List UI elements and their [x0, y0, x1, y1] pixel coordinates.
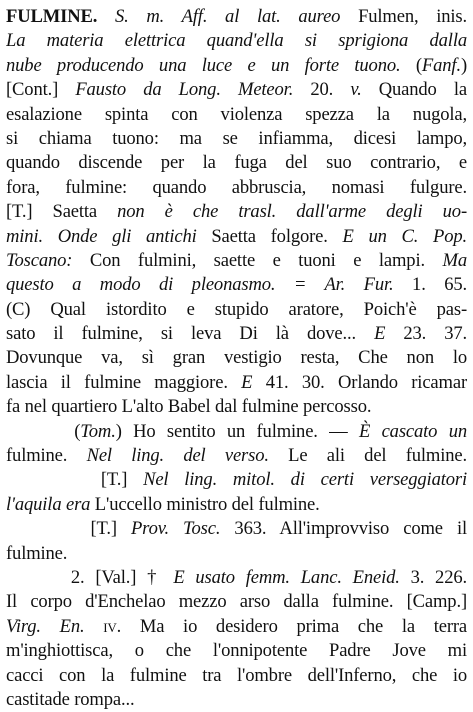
- entry-text-segment: Tom.: [80, 420, 116, 442]
- entry-text-segment: 23. 37.: [385, 323, 467, 345]
- entry-text-segment: S. m. Aff. al lat. aureo: [115, 6, 341, 27]
- entry-line: [6, 444, 467, 468]
- entry-line: [6, 322, 467, 346]
- entry-text-segment: (: [6, 420, 81, 442]
- entry-line: [6, 298, 467, 322]
- entry-text-segment: Fanf.: [421, 54, 461, 76]
- entry-line: [6, 78, 467, 102]
- entry-text-segment: fulmine.: [6, 445, 87, 467]
- entry-line: [6, 346, 467, 370]
- entry-text-segment: E usato femm. Lanc. Eneid.: [173, 566, 400, 588]
- entry-line: [6, 127, 467, 151]
- entry-text-segment: [T.]: [6, 518, 131, 540]
- entry-text-segment: [97, 6, 115, 27]
- entry-line: [6, 517, 467, 541]
- entry-text-segment: non è che trasl. dall'arme degli uo-: [117, 201, 467, 223]
- entry-text-segment: [Cont.]: [6, 79, 76, 101]
- entry-line: [6, 590, 467, 614]
- entry-line: [6, 639, 467, 663]
- entry-text-segment: Virg. En.: [6, 615, 85, 637]
- entry-text-segment: Fausto da Long. Meteor.: [75, 79, 294, 101]
- entry-line: [6, 5, 467, 29]
- entry-text-segment: ): [460, 54, 467, 76]
- entry-text-segment: Ma io desidero prima che la terra: [121, 615, 467, 637]
- entry-line: [6, 54, 467, 78]
- entry-text-segment: quando discende per la fuga del suo contrario, e: [6, 152, 467, 174]
- entry-text-segment: si chiama tuono: ma se infiamma, dicesi lampo,: [6, 127, 467, 149]
- dictionary-entry-fulmine: [6, 5, 467, 712]
- entry-text-segment: Nel ling. del verso.: [86, 445, 269, 467]
- entry-text-segment: Il corpo d'Enchelao mezzo arso dalla fulmine. [Camp.]: [6, 591, 467, 613]
- entry-text-segment: 363. All'improvviso come il: [220, 518, 467, 540]
- entry-text-segment: E un C. Pop.: [342, 225, 467, 247]
- entry-text-segment: castitade rompa...: [6, 688, 135, 710]
- entry-text-segment: Fulmen, inis.: [340, 6, 467, 27]
- entry-line: [6, 29, 467, 53]
- entry-text-segment: 2. [Val.] †: [6, 566, 174, 588]
- entry-line: [6, 273, 467, 297]
- entry-text-segment: L'uccello ministro del fulmine.: [90, 493, 320, 515]
- entry-text-segment: 1. 65.: [393, 274, 467, 296]
- entry-text-segment: fa nel quartiero L'alto Babel dal fulmine percosso.: [6, 396, 372, 418]
- entry-text-segment: Toscano:: [6, 249, 73, 271]
- entry-text-segment: E: [241, 371, 253, 393]
- entry-line: [6, 225, 467, 249]
- entry-text-segment: Saetta folgore.: [196, 225, 343, 247]
- entry-line: [6, 103, 467, 127]
- entry-text-segment: Dovunque va, sì gran vestigio resta, Che non lo: [6, 347, 467, 369]
- entry-text-segment: fulmine.: [6, 542, 68, 564]
- entry-text-segment: È cascato un: [358, 420, 467, 442]
- entry-text-segment: questo a modo di pleonasmo. = Ar. Fur.: [6, 274, 394, 296]
- entry-text-segment: mini. Onde gli antichi: [6, 225, 197, 247]
- entry-text-segment: Le ali del fulmine.: [268, 445, 467, 467]
- entry-line: [6, 151, 467, 175]
- entry-text-segment: Quando la: [361, 79, 467, 101]
- entry-text-segment: iv.: [103, 615, 122, 637]
- entry-text-segment: esalazione spinta con violenza spezza la nugola,: [6, 103, 467, 125]
- entry-text-segment: Ma: [442, 249, 467, 271]
- entry-text-segment: [T.]: [6, 469, 144, 491]
- entry-text-segment: Nel ling. mitol. di certi verseggiatori: [143, 469, 467, 491]
- entry-line: [6, 395, 467, 419]
- entry-line: [6, 468, 467, 492]
- entry-line: [6, 566, 467, 590]
- entry-line: [6, 688, 467, 712]
- entry-text-segment: sato il fulmine, si leva Di là dove...: [6, 323, 375, 345]
- headword: FULMINE.: [6, 6, 98, 27]
- entry-text-segment: 41. 30. Orlando ricamar: [252, 371, 467, 393]
- entry-text-segment: fora, fulmine: quando abbruscia, nomasi fulgure.: [6, 176, 467, 198]
- entry-text-segment: v.: [350, 79, 362, 101]
- entry-text-segment: La materia elettrica quand'ella si sprigiona dalla: [6, 30, 467, 52]
- entry-text-segment: E: [374, 323, 386, 345]
- entry-text-segment: Prov. Tosc.: [130, 518, 221, 540]
- entry-text-segment: cacci con la fulmine tra l'ombre dell'Inferno, che io: [6, 664, 467, 686]
- entry-text-segment: (C) Qual istordito e stupido aratore, Poich'è pas-: [6, 298, 467, 320]
- entry-line: [6, 420, 467, 444]
- entry-text-segment: [T.] Saetta: [6, 201, 118, 223]
- entry-text-segment: nube producendo una luce e un forte tuono.: [6, 54, 401, 76]
- entry-text-segment: m'inghiottisca, o che l'onnipotente Padre Jove mi: [6, 640, 467, 662]
- entry-text-segment: 3. 226.: [399, 566, 467, 588]
- entry-line: [6, 249, 467, 273]
- entry-line: [6, 493, 467, 517]
- entry-line: [6, 200, 467, 224]
- entry-text-segment: 20.: [293, 79, 351, 101]
- entry-line: [6, 664, 467, 688]
- entry-text-segment: l'aquila era: [6, 493, 91, 515]
- entry-line: [6, 542, 467, 566]
- entry-text-segment: lascia il fulmine maggiore.: [6, 371, 242, 393]
- entry-text-segment: (: [400, 54, 422, 76]
- entry-line: [6, 615, 467, 639]
- entry-text-segment: Con fulmini, saette e tuoni e lampi.: [72, 249, 443, 271]
- entry-text-segment: ) Ho sentito un fulmine. —: [115, 420, 359, 442]
- entry-line: [6, 371, 467, 395]
- entry-line: [6, 176, 467, 200]
